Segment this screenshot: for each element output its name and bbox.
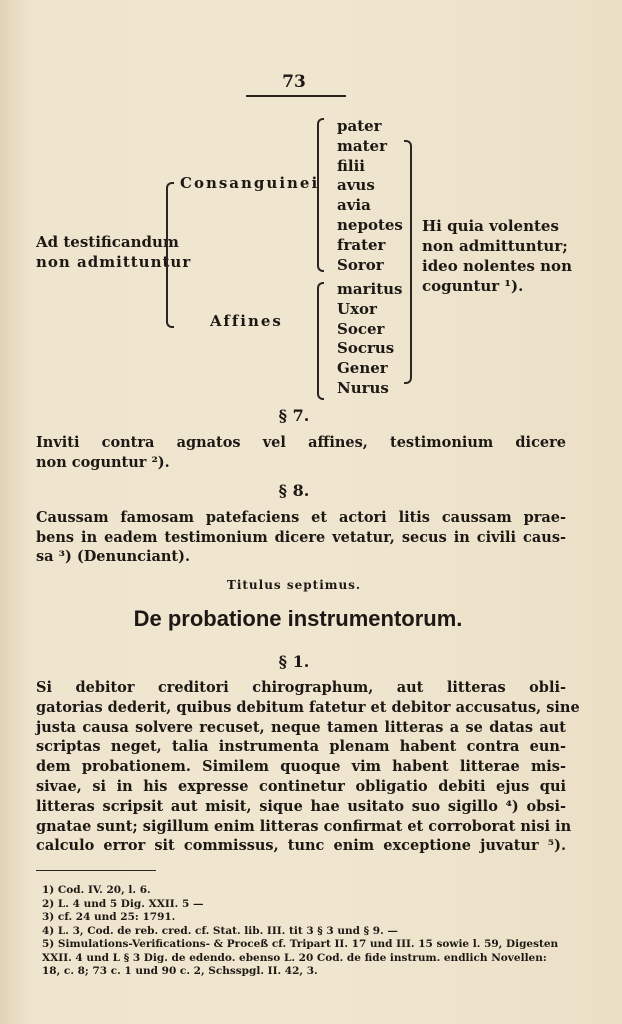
text-line: non coguntur ²). [36, 453, 170, 471]
text-line: scriptas neget, talia instrumenta plenam habent contra eun- [36, 738, 566, 756]
relation-item: Gener [337, 359, 388, 378]
brace-main [166, 182, 174, 328]
right-note-line: Hi quia volentes [422, 217, 559, 235]
footnote-line: 1) Cod. IV. 20, l. 6. [42, 884, 151, 896]
text-line: sivae, si in his expresse continetur obligatio debiti ejus qui [36, 777, 566, 795]
footnote-line: 18, c. 8; 73 c. 1 und 90 c. 2, Schsspgl. II. 42, 3. [42, 965, 318, 977]
text-line: Inviti contra agnatos vel affines, testimonium dicere [36, 434, 566, 451]
footnote-line: 5) Simulations-Verifications- & Proceß cf. Tripart II. 17 und III. 15 sowie l. 59, Digesten [42, 938, 559, 950]
table-right-note [422, 216, 572, 296]
relation-item: nepotes [337, 215, 403, 234]
brace-affines [317, 282, 324, 400]
section-8-heading: § 8. [278, 481, 310, 500]
brace-consanguinei [317, 118, 324, 272]
text-line: gnatae sunt; sigillum enim litteras confirmat et corroborat nisi in [36, 817, 572, 835]
relation-item: filii [337, 156, 366, 175]
relation-item: Socer [337, 319, 385, 338]
page-number: 73 [282, 72, 306, 92]
relation-item: avia [337, 196, 371, 215]
relation-item: maritus [337, 280, 403, 298]
group-consanguinei: Consanguinei [180, 174, 320, 192]
text-line: Caussam famosam patefaciens et actori litis caussam prae- [36, 509, 566, 526]
relation-item: Socrus [337, 339, 395, 358]
footnote-line: 4) L. 3, Cod. de reb. cred. cf. Stat. lib. III. tit 3 § 3 und § 9. — [42, 924, 398, 937]
section-8-paragraph [36, 508, 566, 567]
text-line: bens in eadem testimonium dicere vetatur, secus in civili caus- [36, 528, 566, 546]
relation-item: Nurus [337, 378, 389, 397]
relation-item: Soror [337, 255, 384, 274]
chapter-title: De probatione instrumentorum. [133, 606, 463, 631]
text-line: justa causa solvere recuset, neque tamen litteras a se datas aut [36, 718, 566, 736]
right-note-line: non admittuntur; [422, 237, 568, 255]
relation-item: avus [337, 176, 375, 195]
text-line: calculo error sit commissus, tunc enim exceptione juvatur ⁵). [36, 837, 566, 855]
header-rule [246, 95, 346, 97]
titulus-label: Titulus septimus. [226, 578, 362, 592]
text-line: Si debitor creditori chirographum, aut litteras obli- [36, 679, 566, 696]
footnotes [42, 884, 562, 979]
relation-item: pater [337, 117, 382, 135]
brace-right [404, 140, 412, 384]
consanguinei-list [337, 117, 403, 275]
text-line: dem probationem. Similem quoque vim habent litterae mis- [36, 758, 566, 776]
group-affines: Affines [210, 312, 283, 330]
text-line: gatorias dederit, quibus debitum fatetur et debitor accusatus, sine [36, 698, 580, 716]
footnote-line: 3) cf. 24 und 25: 1791. [42, 911, 176, 923]
table-left-line-2: non admittuntur [36, 253, 192, 271]
section-7-paragraph [36, 433, 566, 472]
relation-item: Uxor [337, 299, 377, 318]
text-line: sa ³) (Denunciant). [36, 548, 191, 565]
section-1-paragraph [36, 678, 580, 856]
text-line: litteras scripsit aut misit, sique hae usitato suo sigillo ⁴) obsi- [36, 797, 566, 815]
footnote-line: 2) L. 4 und 5 Dig. XXII. 5 — [42, 897, 204, 910]
table-left-line-1: Ad testificandum [36, 233, 179, 251]
affines-list [337, 280, 402, 399]
relation-item: mater [337, 136, 387, 155]
right-note-line: coguntur ¹). [422, 277, 524, 295]
footnote-rule [36, 870, 156, 871]
section-1-heading: § 1. [278, 652, 310, 671]
relation-item: frater [337, 235, 386, 254]
section-7-heading: § 7. [278, 406, 310, 425]
footnote-line: XXII. 4 und L § 3 Dig. de edendo. ebenso L. 20 Cod. de fide instrum. endlich Novellen: [42, 951, 547, 964]
right-note-line: ideo nolentes non [422, 257, 572, 275]
